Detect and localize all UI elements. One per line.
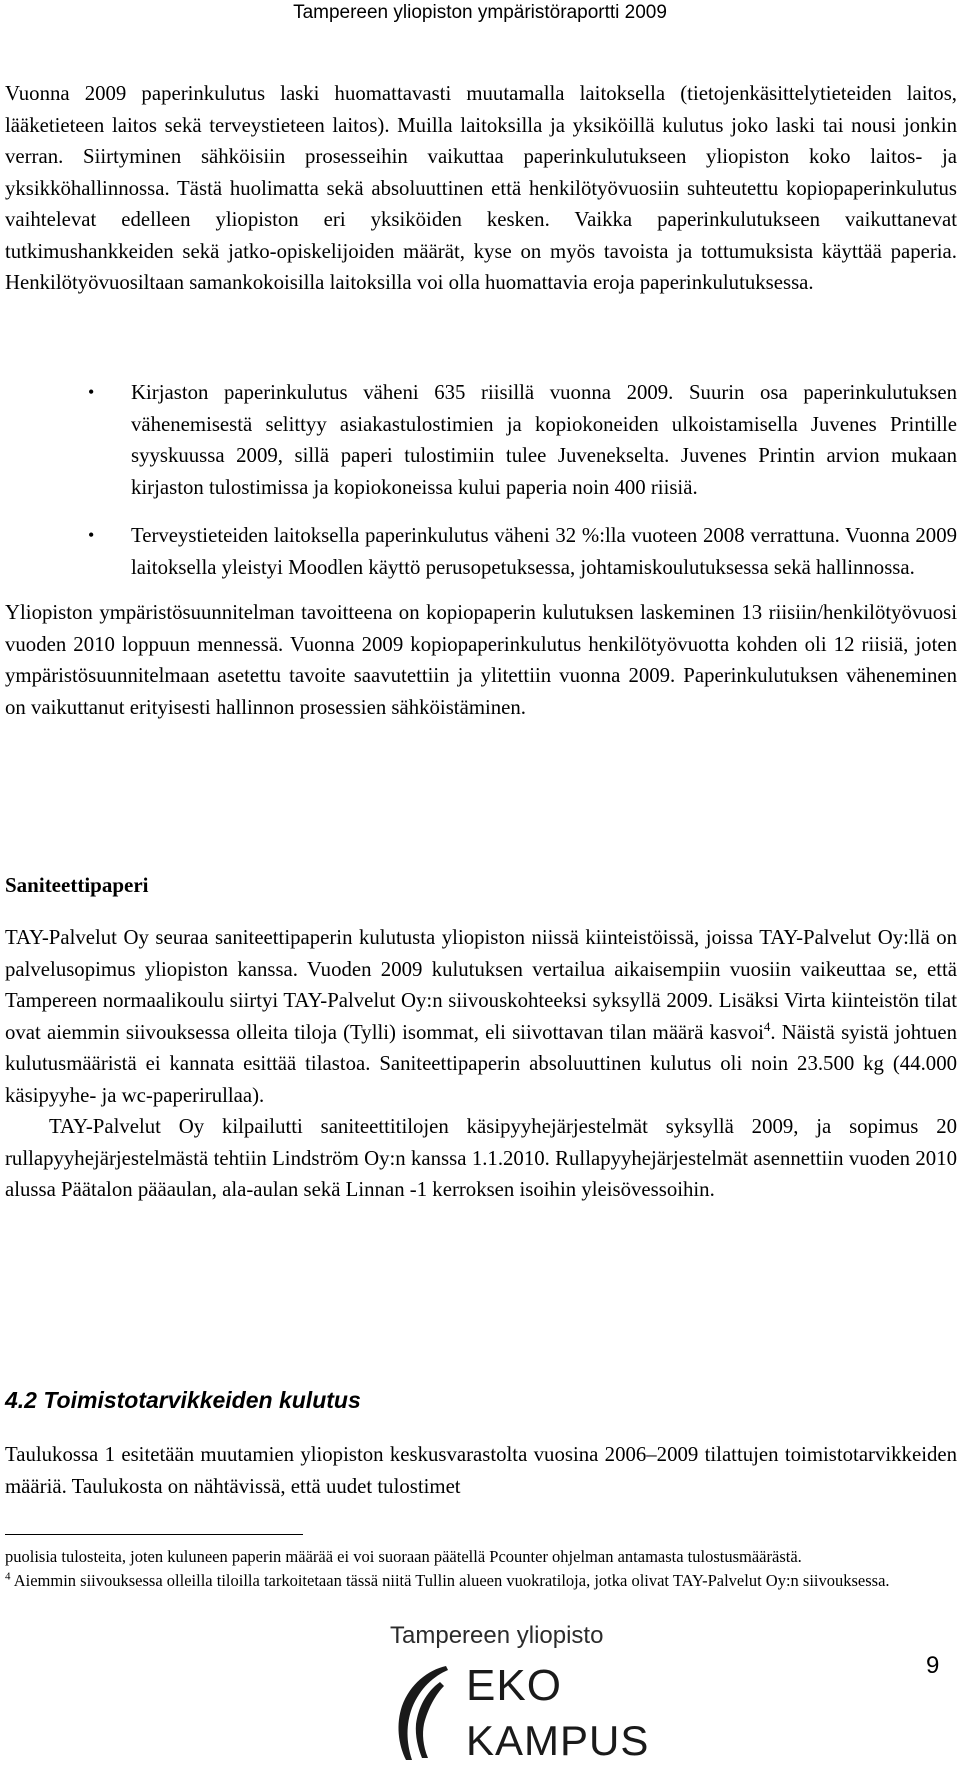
footnote-ref-4[interactable]: 4 — [763, 1018, 771, 1034]
footnote-separator — [5, 1534, 303, 1535]
page-number: 9 — [926, 1652, 940, 1679]
text-run: . Näistä syistä johtuen kulutusmääristä ei kannata esittää tilastoa. Saniteettipaperin absoluuttinen kulutus oli noin 23.500 kg (44.000 käsipyyhe- ja wc-paperirullaa). — [5, 1020, 957, 1107]
footnote-text: Aiemmin siivouksessa olleilla tiloilla tarkoitetaan tässä niitä Tullin alueen vuokratiloja, jotka olivat TAY-Palvelut Oy:n siivouksessa. — [10, 1571, 890, 1590]
paragraph-sanitary-b: TAY-Palvelut Oy kilpailutti saniteettitilojen käsipyyhejärjestelmät syksyllä 2009, ja sopimus 20 rullapyyhejärjestelmästä tehtiin Lindström Oy:n kanssa 1.1.2010. Rullapyyhejärjestelmät asennettiin vuoden 2010 alussa Päätalon pääaulan, ala-aulan sekä Linnan -1 kerroksen isoihin yleisövessoihin. — [5, 1115, 957, 1201]
bullet-list — [0, 377, 957, 600]
paragraph-sanitary-a — [5, 926, 957, 1107]
heading-office-supplies: 4.2 Toimistotarvikkeiden kulutus — [5, 1387, 361, 1413]
footnote-continued: puolisia tulosteita, joten kuluneen paperin määrää ei voi suoraan päätellä Pcounter ohjelman antamasta tulostusmäärästä. — [5, 1547, 802, 1566]
paragraph-office-supplies: Taulukossa 1 esitetään muutamien yliopiston keskusvarastolta vuosina 2006–2009 tilattujen toimistotarvikkeiden määriä. Taulukosta on nähtävissä, että uudet tulostimet — [5, 1443, 957, 1498]
heading-sanitary-paper: Saniteettipaperi — [5, 873, 149, 897]
paragraph-environment-goal: Yliopiston ympäristösuunnitelman tavoitteena on kopiopaperin kulutuksen laskeminen 13 riisiin/henkilötyövuosi vuoden 2010 loppuun mennessä. Vuonna 2009 kopiopaperinkulutus henkilötyövuotta kohden oli 12 riisiä, joten ympäristösuunnitelmaan asetettu tavoite saavutettiin ja ylitettiin vuonna 2009. Paperinkulutuksen väheneminen on vaikuttanut erityisesti hallinnon prosessien sähköistäminen. — [5, 601, 957, 719]
footnotes — [5, 1545, 957, 1593]
bullet-marker: • — [88, 382, 95, 402]
footnote-number: 4 — [5, 1570, 11, 1583]
text-run: TAY-Palvelut Oy seuraa saniteettipaperin kulutusta yliopiston niissä kiinteistöissä, joissa TAY-Palvelut Oy:llä on palvelusopimus yliopiston kanssa. Vuoden 2009 kulutuksen vertailua aikaisempiin vuosiin vaikeuttaa se, että Tampereen normaalikoulu siirtyi TAY-Palvelut Oy:n siivouskohteeksi syksyllä 2009. Lisäksi Virta kiinteistön tilat ovat aiemmin siivouksessa olleita tiloja (Tylli) isommat, eli siivottavan tilan määrä kasvoi — [5, 926, 957, 1044]
logo-university-name: Tampereen yliopisto — [390, 1622, 604, 1649]
section-sanitary-body — [5, 922, 957, 1206]
bullet-text: Terveystieteiden laitoksella paperinkulutus väheni 32 %:lla vuoteen 2008 verrattuna. Vuonna 2009 laitoksella yleistyi Moodlen käyttö perusopetuksessa, johtamiskoulutuksessa sekä hallinnossa. — [131, 524, 957, 579]
bullet-text: Kirjaston paperinkulutus väheni 635 riisillä vuonna 2009. Suurin osa paperinkulutuksen vähenemisestä selittyy asiakastulostimien ja kopiokoneiden ulkoistamisella Juvenes Printille syyskuussa 2009, sillä paperi tulostimiin tulee Juvenekselta. Juvenes Printin arvion mukaan kirjaston tulostimissa ja kopiokoneissa kului paperia noin 400 riisiä. — [131, 381, 957, 499]
paragraph-paper-consumption: Vuonna 2009 paperinkulutus laski huomattavasti muutamalla laitoksella (tietojenkäsittelytieteiden laitos, lääketieteen laitos sekä terveystieteen laitos). Muilla laitoksilla ja yksiköillä kulutus joko laski tai nousi jonkin verran. Siirtyminen sähköisiin prosesseihin vaikuttaa paperinkulutukseen yliopiston koko laitos- ja yksikköhallinnossa. Tästä huolimatta sekä absoluuttinen että henkilötyövuosiin suhteutettu kopiopaperinkulutus vaihtelevat edelleen yliopiston eri yksiköiden kesken. Vaikka paperinkulutukseen vaikuttanevat tutkimushankkeiden sekä jatko-opiskelijoiden määrät, kyse on myös tavoista ja tottumuksista käyttää paperia. Henkilötyövuosiltaan samankokoisilla laitoksilla voi olla huomattavia eroja paperinkulutuksessa. — [5, 82, 957, 294]
eko-kampus-logo — [378, 1622, 678, 1766]
logo-word-kampus: KAMPUS — [466, 1717, 650, 1764]
bullet-item-library — [0, 377, 957, 503]
bullet-item-health-sciences — [0, 520, 957, 583]
leaf-icon — [388, 1662, 456, 1764]
footnote-4 — [5, 1569, 957, 1593]
bullet-marker: • — [88, 525, 95, 545]
running-header: Tampereen yliopiston ympäristöraportti 2009 — [293, 2, 667, 23]
logo-word-eko: EKO — [466, 1661, 562, 1710]
